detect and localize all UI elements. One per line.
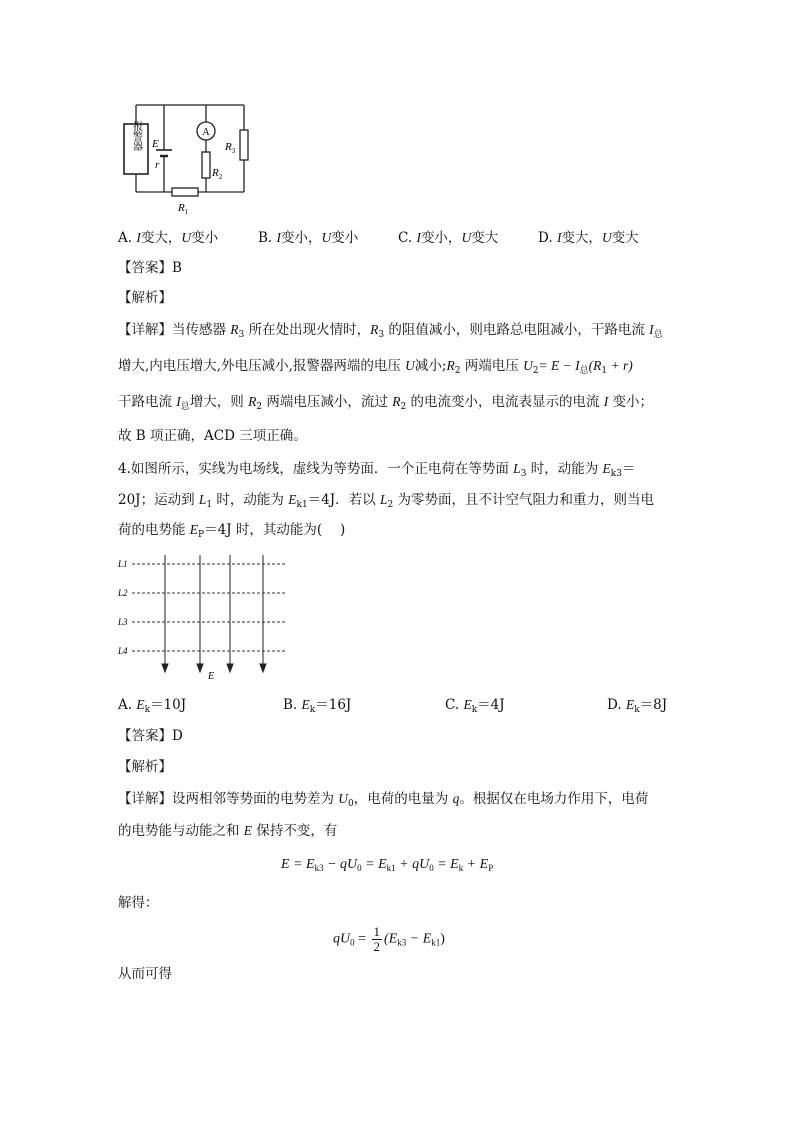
- l3-label: L3: [118, 617, 128, 627]
- internal-resistance-label: r: [155, 159, 160, 171]
- ammeter-label: A: [202, 127, 210, 138]
- q4-detail-line-1: 【详解】设两相邻等势面的电势差为 $U_0$，电荷的电量为 q。根据仅在电场力作用下，电荷: [118, 791, 649, 809]
- field-diagram: [118, 552, 293, 682]
- q3-option-c: C. I变小，U变大: [398, 230, 499, 246]
- q4-option-a: A. $E_k=10J$: [118, 697, 187, 715]
- q4-stem-line-3: 荷的电势能 $E_P=4J$ 时，其动能为( ): [118, 522, 346, 540]
- r2-label: $R_2$: [212, 167, 223, 181]
- emf-label: E: [152, 138, 159, 150]
- q3-option-b: B. I变小，U变小: [258, 230, 359, 246]
- circuit-diagram: [118, 100, 258, 215]
- r3-label: $R_3$: [225, 141, 236, 155]
- l2-label: L2: [118, 588, 128, 598]
- l1-label: L1: [118, 559, 128, 569]
- q4-analysis-head: 【解析】: [118, 759, 172, 775]
- q3-answer: 【答案】B: [118, 260, 182, 276]
- q4-conclude: 从而可得: [118, 966, 172, 982]
- q3-detail-line-3: 干路电流 $I_总$增大，则 $R_2$ 两端电压减小，流过 $R_2$ 的电流变小，电流表显示的电流 I 变小；: [118, 394, 654, 412]
- q4-stem-line-1: 4.如图所示，实线为电场线，虚线为等势面．一个正电荷在等势面 $L_3$ 时，动能为 $E_{k3}=$: [118, 461, 636, 479]
- q3-detail-line-4: 故 B 项正确，ACD 三项正确。: [118, 428, 307, 444]
- field-label: E: [208, 671, 215, 682]
- q4-detail-line-2: 的电势能与动能之和 E 保持不变，有: [118, 823, 338, 839]
- r1-label: $R_1$: [178, 202, 189, 215]
- energy-equation: $E = E_{k3} - qU_0 = E_{k1} + qU_0 = E_k + E_P$: [281, 857, 494, 873]
- q4-stem-line-2: 20J；运动到 $L_1$ 时，动能为 $E_{k1}=4J$．若以 $L_2$ 为零势面，且不计空气阻力和重力，则当电: [118, 492, 655, 510]
- q4-option-c: C. $E_k=4J$: [445, 697, 505, 715]
- solution-equation: $qU_0$ = $\frac{1}{2}$ $(E_{k3} - E_{k1})$: [333, 924, 445, 954]
- q3-option-a: A. I变大，U变小: [118, 230, 219, 246]
- q3-detail-line-1: 【详解】当传感器 $R_3$ 所在处出现火情时，$R_3$ 的阻值减小，则电路总电阻减小，干路电流 $I_总$: [118, 322, 663, 340]
- alarm-label: 报警器: [130, 121, 142, 151]
- l4-label: L4: [118, 646, 128, 656]
- q3-option-d: D. I变大，U变大: [538, 230, 639, 246]
- q3-analysis-head: 【解析】: [118, 290, 172, 306]
- q4-solve-label: 解得：: [118, 895, 159, 911]
- q4-answer: 【答案】D: [118, 728, 183, 744]
- q3-detail-line-2: 增大,内电压增大,外电压减小,报警器两端的电压 U减小$;R_2$ 两端电压 $U_2= E - I_总(R_1 + r)$: [118, 358, 633, 376]
- q4-option-d: D. $E_k=8J$: [607, 697, 668, 715]
- q4-option-b: B. $E_k=16J$: [283, 697, 352, 715]
